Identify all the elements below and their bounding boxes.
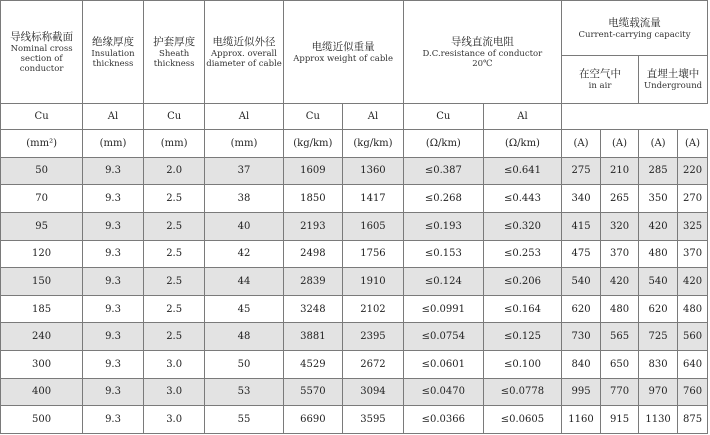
table-cell: 1160: [562, 406, 601, 434]
table-cell: ≤0.193: [403, 212, 483, 240]
table-cell: 53: [205, 378, 283, 406]
table-cell: ≤0.0470: [403, 378, 483, 406]
table-cell: 2102: [343, 295, 404, 323]
table-cell: 45: [205, 295, 283, 323]
table-cell: ≤0.387: [403, 157, 483, 185]
table-cell: 2395: [343, 323, 404, 351]
table-cell: 370: [601, 240, 639, 268]
table-cell: ≤0.0778: [483, 378, 561, 406]
table-cell: ≤0.641: [483, 157, 561, 185]
table-cell: 830: [639, 351, 678, 379]
header-insulation-en: Insulation thickness: [91, 48, 135, 69]
table-row: [1, 351, 708, 379]
table-row: [1, 378, 708, 406]
table-cell: 220: [678, 157, 708, 185]
table-cell: 44: [205, 268, 283, 296]
unit-cell: (A): [678, 130, 708, 158]
header-underground-cn: 直埋土壤中: [646, 68, 700, 80]
subheader-air-cu: Cu: [283, 104, 343, 130]
table-cell: 875: [678, 406, 708, 434]
table-cell: 270: [678, 185, 708, 213]
table-row: [1, 240, 708, 268]
header-underground-en: Underground: [643, 81, 703, 91]
table-cell: 9.3: [83, 295, 144, 323]
table-cell: 275: [562, 157, 601, 185]
table-cell: 420: [678, 268, 708, 296]
table-cell: 760: [678, 378, 708, 406]
table-cell: 40: [205, 212, 283, 240]
table-row: [1, 212, 708, 240]
table-cell: 2.5: [143, 185, 205, 213]
table-cell: 95: [1, 212, 83, 240]
unit-cell: (mm): [205, 130, 283, 158]
table-cell: 325: [678, 212, 708, 240]
table-cell: 540: [639, 268, 678, 296]
header-in-air: [562, 56, 639, 104]
table-cell: ≤0.206: [483, 268, 561, 296]
table-cell: 37: [205, 157, 283, 185]
table-cell: 2.0: [143, 157, 205, 185]
table-cell: 2.5: [143, 212, 205, 240]
table-cell: 2193: [283, 212, 343, 240]
table-cell: 9.3: [83, 240, 144, 268]
table-cell: 9.3: [83, 406, 144, 434]
unit-cell: (Ω/km): [403, 130, 483, 158]
table-cell: 560: [678, 323, 708, 351]
table-cell: ≤0.0605: [483, 406, 561, 434]
table-cell: ≤0.0366: [403, 406, 483, 434]
table-cell: 50: [205, 351, 283, 379]
table-cell: 480: [601, 295, 639, 323]
table-cell: 285: [639, 157, 678, 185]
unit-cell: (Ω/km): [483, 130, 561, 158]
table-cell: 1417: [343, 185, 404, 213]
header-weight: [283, 1, 403, 104]
table-cell: 9.3: [83, 157, 144, 185]
table-cell: ≤0.0991: [403, 295, 483, 323]
table-cell: 42: [205, 240, 283, 268]
table-cell: 480: [639, 240, 678, 268]
table-cell: 420: [639, 212, 678, 240]
table-cell: 70: [1, 185, 83, 213]
table-cell: 340: [562, 185, 601, 213]
unit-cell: (A): [601, 130, 639, 158]
header-insulation-cn: 绝缘厚度: [92, 35, 135, 48]
table-cell: 38: [205, 185, 283, 213]
header-nominal-cn: 导线标称截面: [10, 30, 74, 43]
header-capacity-cn: 电缆载流量: [608, 16, 661, 29]
table-cell: 540: [562, 268, 601, 296]
table-cell: 3595: [343, 406, 404, 434]
table-cell: 2.5: [143, 268, 205, 296]
table-row: [1, 185, 708, 213]
table-cell: 1609: [283, 157, 343, 185]
table-row: [1, 323, 708, 351]
table-cell: 240: [1, 323, 83, 351]
table-cell: 4529: [283, 351, 343, 379]
table-cell: 1130: [639, 406, 678, 434]
table-cell: 150: [1, 268, 83, 296]
unit-cell: (A): [639, 130, 678, 158]
header-diameter: [205, 1, 283, 104]
table-cell: 9.3: [83, 185, 144, 213]
subheader-weight-al: Al: [83, 104, 144, 130]
header-air-cn: 在空气中: [579, 68, 622, 80]
header-resistance: [403, 1, 561, 104]
table-cell: 350: [639, 185, 678, 213]
header-underground: [639, 56, 708, 104]
header-sheath: [143, 1, 205, 104]
table-cell: 1910: [343, 268, 404, 296]
subheader-weight-cu: Cu: [1, 104, 83, 130]
table-cell: 370: [678, 240, 708, 268]
header-resistance-en: D.C.resistance of conductor: [422, 48, 543, 59]
table-cell: 770: [601, 378, 639, 406]
table-cell: 3248: [283, 295, 343, 323]
table-row: [1, 406, 708, 434]
header-capacity-en: Current-carrying capacity: [578, 29, 691, 40]
header-weight-en: Approx weight of cable: [293, 53, 394, 64]
subheader-underground-cu: Cu: [403, 104, 483, 130]
header-nominal-en: Nominal cross section of conductor: [10, 43, 73, 74]
subheader-resistance-al: Al: [205, 104, 283, 130]
table-cell: 725: [639, 323, 678, 351]
header-diameter-en: Approx. overall diameter of cable: [206, 48, 282, 69]
table-row: [1, 157, 708, 185]
unit-cell: (kg/km): [283, 130, 343, 158]
table-cell: 265: [601, 185, 639, 213]
table-cell: 400: [1, 378, 83, 406]
header-resistance-cn: 导线直流电阻: [450, 35, 514, 48]
table-cell: 3.0: [143, 378, 205, 406]
table-cell: 2.5: [143, 323, 205, 351]
table-cell: 55: [205, 406, 283, 434]
table-cell: 9.3: [83, 212, 144, 240]
data-rows: [1, 157, 708, 433]
header-nominal-section: [1, 1, 83, 104]
table-cell: ≤0.125: [483, 323, 561, 351]
table-cell: ≤0.253: [483, 240, 561, 268]
table-row: [1, 268, 708, 296]
table-cell: 185: [1, 295, 83, 323]
table-cell: 1605: [343, 212, 404, 240]
table-cell: 2672: [343, 351, 404, 379]
table-cell: ≤0.320: [483, 212, 561, 240]
table-cell: 640: [678, 351, 708, 379]
table-cell: ≤0.164: [483, 295, 561, 323]
table-cell: 480: [678, 295, 708, 323]
table-cell: ≤0.153: [403, 240, 483, 268]
subheader-resistance-cu: Cu: [143, 104, 205, 130]
table-cell: ≤0.100: [483, 351, 561, 379]
table-row: [1, 295, 708, 323]
table-cell: 3.0: [143, 351, 205, 379]
table-cell: ≤0.124: [403, 268, 483, 296]
table-cell: 2498: [283, 240, 343, 268]
unit-cell: (mm): [83, 130, 144, 158]
table-cell: 620: [562, 295, 601, 323]
table-cell: 5570: [283, 378, 343, 406]
header-resistance-temp: 20℃: [472, 58, 493, 69]
table-cell: 730: [562, 323, 601, 351]
header-sheath-cn: 护套厚度: [153, 35, 196, 48]
table-cell: 3.0: [143, 406, 205, 434]
header-diameter-cn: 电缆近似外径: [212, 35, 276, 48]
table-cell: 995: [562, 378, 601, 406]
table-cell: ≤0.268: [403, 185, 483, 213]
unit-cell: (mm): [143, 130, 205, 158]
table-cell: ≤0.0601: [403, 351, 483, 379]
table-cell: 2839: [283, 268, 343, 296]
table-cell: 9.3: [83, 378, 144, 406]
unit-cell: (A): [562, 130, 601, 158]
units-row: [1, 130, 708, 158]
header-weight-cn: 电缆近似重量: [311, 40, 375, 53]
table-cell: 1756: [343, 240, 404, 268]
table-cell: 9.3: [83, 351, 144, 379]
table-cell: 500: [1, 406, 83, 434]
table-cell: 210: [601, 157, 639, 185]
table-cell: 120: [1, 240, 83, 268]
table-cell: 840: [562, 351, 601, 379]
table-cell: 620: [639, 295, 678, 323]
header-capacity: [562, 1, 708, 56]
table-cell: 420: [601, 268, 639, 296]
table-cell: 475: [562, 240, 601, 268]
table-cell: 9.3: [83, 268, 144, 296]
table-cell: 2.5: [143, 295, 205, 323]
table-cell: 9.3: [83, 323, 144, 351]
table-cell: 48: [205, 323, 283, 351]
unit-cell: (kg/km): [343, 130, 404, 158]
table-cell: 50: [1, 157, 83, 185]
table-cell: 970: [639, 378, 678, 406]
table-cell: 3881: [283, 323, 343, 351]
header-insulation: [83, 1, 144, 104]
table-cell: 6690: [283, 406, 343, 434]
table-cell: 1360: [343, 157, 404, 185]
table-cell: 3094: [343, 378, 404, 406]
table-cell: ≤0.443: [483, 185, 561, 213]
table-cell: 300: [1, 351, 83, 379]
table-cell: ≤0.0754: [403, 323, 483, 351]
table-cell: 1850: [283, 185, 343, 213]
subheader-underground-al: Al: [483, 104, 561, 130]
table-cell: 320: [601, 212, 639, 240]
table-cell: 650: [601, 351, 639, 379]
unit-cell: (mm²): [1, 130, 83, 158]
table-cell: 915: [601, 406, 639, 434]
header-air-en: in air: [588, 81, 612, 91]
header-sheath-en: Sheath thickness: [153, 48, 195, 69]
subheader-air-al: Al: [343, 104, 404, 130]
table-cell: 565: [601, 323, 639, 351]
table-cell: 415: [562, 212, 601, 240]
table-cell: 2.5: [143, 240, 205, 268]
